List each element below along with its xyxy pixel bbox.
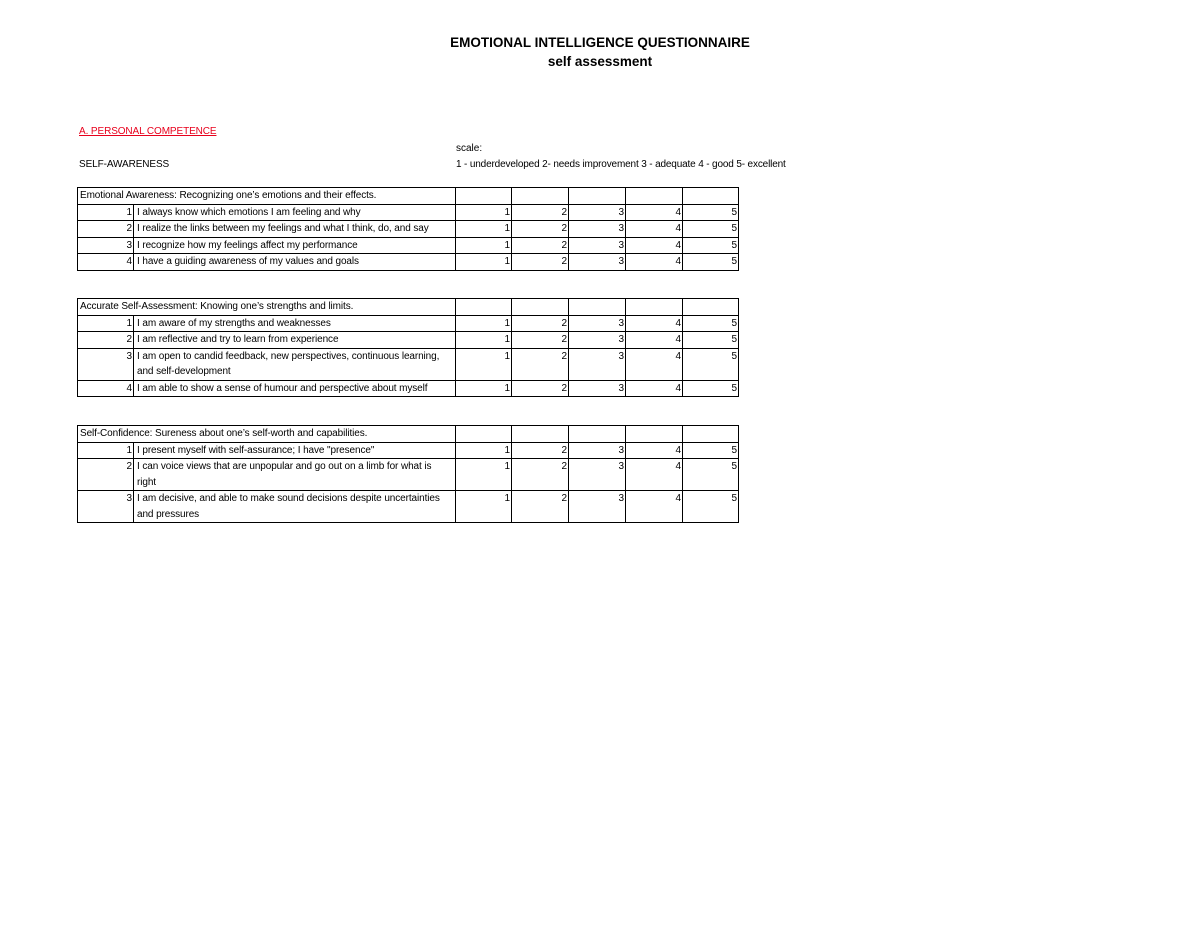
score-option-1[interactable]: 1 xyxy=(456,204,512,221)
score-header-cell xyxy=(512,188,569,205)
score-option-5[interactable]: 5 xyxy=(683,380,739,397)
score-option-5[interactable]: 5 xyxy=(683,348,739,380)
group-heading: Accurate Self-Assessment: Knowing one’s strengths and limits. xyxy=(78,299,456,316)
score-option-2[interactable]: 2 xyxy=(512,491,569,523)
table-row xyxy=(78,348,739,380)
score-option-3[interactable]: 3 xyxy=(569,315,626,332)
score-option-2[interactable]: 2 xyxy=(512,204,569,221)
item-number: 4 xyxy=(78,254,134,271)
table-row xyxy=(78,221,739,238)
score-option-4[interactable]: 4 xyxy=(626,221,683,238)
score-option-2[interactable]: 2 xyxy=(512,221,569,238)
score-option-3[interactable]: 3 xyxy=(569,204,626,221)
score-header-cell xyxy=(683,188,739,205)
table-row xyxy=(78,491,739,523)
section-heading-personal-competence[interactable]: A. PERSONAL COMPETENCE xyxy=(79,126,217,137)
table-heading-row xyxy=(78,188,739,205)
subsection-heading: SELF-AWARENESS xyxy=(79,159,170,170)
score-option-1[interactable]: 1 xyxy=(456,332,512,349)
score-option-5[interactable]: 5 xyxy=(683,254,739,271)
item-number: 1 xyxy=(78,315,134,332)
score-option-4[interactable]: 4 xyxy=(626,442,683,459)
score-header-cell xyxy=(569,299,626,316)
score-option-2[interactable]: 2 xyxy=(512,315,569,332)
score-option-5[interactable]: 5 xyxy=(683,442,739,459)
item-number: 2 xyxy=(78,459,134,491)
score-header-cell xyxy=(456,188,512,205)
score-option-3[interactable]: 3 xyxy=(569,237,626,254)
score-option-3[interactable]: 3 xyxy=(569,221,626,238)
item-number: 3 xyxy=(78,348,134,380)
table-heading-row xyxy=(78,299,739,316)
item-number: 2 xyxy=(78,332,134,349)
score-option-5[interactable]: 5 xyxy=(683,204,739,221)
item-number: 1 xyxy=(78,204,134,221)
scale-description: 1 - underdeveloped 2- needs improvement 3 - adequate 4 - good 5- excellent xyxy=(456,159,786,170)
score-option-1[interactable]: 1 xyxy=(456,315,512,332)
item-statement: I am aware of my strengths and weaknesses xyxy=(134,315,456,332)
score-header-cell xyxy=(683,299,739,316)
score-option-5[interactable]: 5 xyxy=(683,491,739,523)
score-header-cell xyxy=(626,188,683,205)
score-option-2[interactable]: 2 xyxy=(512,332,569,349)
score-option-4[interactable]: 4 xyxy=(626,204,683,221)
score-header-cell xyxy=(569,426,626,443)
score-option-2[interactable]: 2 xyxy=(512,237,569,254)
score-option-1[interactable]: 1 xyxy=(456,491,512,523)
accurate-self-assessment-table xyxy=(77,298,739,397)
item-number: 3 xyxy=(78,237,134,254)
table-row xyxy=(78,332,739,349)
score-option-3[interactable]: 3 xyxy=(569,491,626,523)
score-option-1[interactable]: 1 xyxy=(456,380,512,397)
score-option-1[interactable]: 1 xyxy=(456,254,512,271)
score-option-2[interactable]: 2 xyxy=(512,348,569,380)
score-header-cell xyxy=(569,188,626,205)
item-number: 4 xyxy=(78,380,134,397)
score-option-2[interactable]: 2 xyxy=(512,380,569,397)
item-statement: I have a guiding awareness of my values and goals xyxy=(134,254,456,271)
score-option-5[interactable]: 5 xyxy=(683,237,739,254)
item-statement: I can voice views that are unpopular and go out on a limb for what is right xyxy=(134,459,456,491)
item-statement: I am decisive, and able to make sound decisions despite uncertainties and pressures xyxy=(134,491,456,523)
score-header-cell xyxy=(683,426,739,443)
item-statement: I recognize how my feelings affect my performance xyxy=(134,237,456,254)
item-number: 3 xyxy=(78,491,134,523)
page-subtitle: self assessment xyxy=(547,54,653,69)
page-title: EMOTIONAL INTELLIGENCE QUESTIONNAIRE xyxy=(450,35,750,50)
score-option-1[interactable]: 1 xyxy=(456,459,512,491)
score-header-cell xyxy=(512,426,569,443)
self-confidence-table xyxy=(77,425,739,523)
item-number: 1 xyxy=(78,442,134,459)
table-row xyxy=(78,237,739,254)
item-statement: I realize the links between my feelings and what I think, do, and say xyxy=(134,221,456,238)
score-option-4[interactable]: 4 xyxy=(626,332,683,349)
score-option-1[interactable]: 1 xyxy=(456,442,512,459)
score-option-4[interactable]: 4 xyxy=(626,459,683,491)
score-option-3[interactable]: 3 xyxy=(569,442,626,459)
score-header-cell xyxy=(626,299,683,316)
score-header-cell xyxy=(626,426,683,443)
table-row xyxy=(78,204,739,221)
score-option-3[interactable]: 3 xyxy=(569,254,626,271)
score-option-4[interactable]: 4 xyxy=(626,237,683,254)
score-option-5[interactable]: 5 xyxy=(683,221,739,238)
group-heading: Emotional Awareness: Recognizing one’s emotions and their effects. xyxy=(78,188,456,205)
score-option-4[interactable]: 4 xyxy=(626,315,683,332)
emotional-awareness-table xyxy=(77,187,739,271)
score-header-cell xyxy=(512,299,569,316)
score-option-5[interactable]: 5 xyxy=(683,332,739,349)
score-header-cell xyxy=(456,299,512,316)
score-header-cell xyxy=(456,426,512,443)
table-row xyxy=(78,442,739,459)
score-option-2[interactable]: 2 xyxy=(512,442,569,459)
scale-label: scale: xyxy=(456,143,483,154)
table-row xyxy=(78,380,739,397)
score-option-3[interactable]: 3 xyxy=(569,459,626,491)
score-option-4[interactable]: 4 xyxy=(626,491,683,523)
group-heading: Self-Confidence: Sureness about one’s self-worth and capabilities. xyxy=(78,426,456,443)
item-number: 2 xyxy=(78,221,134,238)
score-option-4[interactable]: 4 xyxy=(626,380,683,397)
item-statement: I am able to show a sense of humour and perspective about myself xyxy=(134,380,456,397)
score-option-2[interactable]: 2 xyxy=(512,459,569,491)
score-option-4[interactable]: 4 xyxy=(626,348,683,380)
item-statement: I am reflective and try to learn from experience xyxy=(134,332,456,349)
score-option-3[interactable]: 3 xyxy=(569,348,626,380)
table-row xyxy=(78,254,739,271)
score-option-2[interactable]: 2 xyxy=(512,254,569,271)
table-row xyxy=(78,459,739,491)
score-option-1[interactable]: 1 xyxy=(456,348,512,380)
item-statement: I always know which emotions I am feeling and why xyxy=(134,204,456,221)
score-option-3[interactable]: 3 xyxy=(569,380,626,397)
score-option-1[interactable]: 1 xyxy=(456,221,512,238)
score-option-3[interactable]: 3 xyxy=(569,332,626,349)
score-option-4[interactable]: 4 xyxy=(626,254,683,271)
score-option-5[interactable]: 5 xyxy=(683,459,739,491)
score-option-5[interactable]: 5 xyxy=(683,315,739,332)
item-statement: I present myself with self-assurance; I have "presence" xyxy=(134,442,456,459)
score-option-1[interactable]: 1 xyxy=(456,237,512,254)
item-statement: I am open to candid feedback, new perspectives, continuous learning, and self-development xyxy=(134,348,456,380)
table-row xyxy=(78,315,739,332)
table-heading-row xyxy=(78,426,739,443)
